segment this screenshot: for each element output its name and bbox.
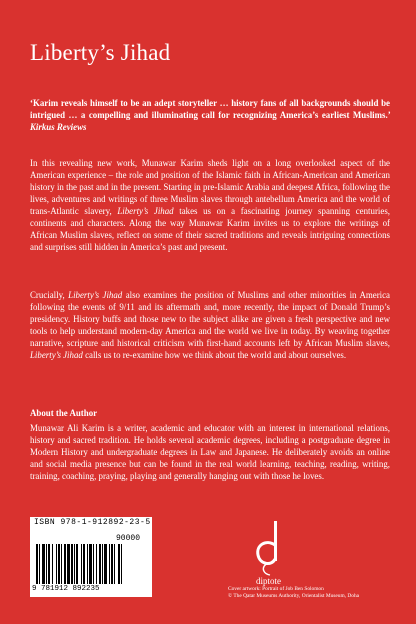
- barcode-bar: [109, 544, 110, 584]
- barcode-bar: [71, 544, 73, 584]
- barcode-digits: 9 781912 892235: [32, 585, 100, 593]
- barcode-bar: [76, 544, 78, 584]
- para2-title-italic-2: Liberty’s Jihad: [30, 350, 83, 360]
- review-quote: [30, 97, 390, 133]
- para1-text-a: In this revealing new work, Munawar Karim sheds light on a long overlooked aspect of the American experience – the role and position of the Islamic faith in African-American and American history in the past and in the present. Starting in pre-Islamic Arabia and deepest Africa, following the lives, adventures and writings of three Muslim slaves through antebellum America and the world of trans-Atlantic slavery,: [30, 158, 390, 216]
- about-author-heading: About the Author: [30, 408, 98, 418]
- barcode-bar: [39, 544, 40, 584]
- barcode-bar: [36, 544, 38, 584]
- barcode-bar: [42, 544, 45, 584]
- barcode-bar: [114, 544, 115, 584]
- para2-text-b: also examines the position of Muslims and other minorities in America following the events of 9/11 and its aftermath and, more recently, the impact of Donald Trump’s presidency. History buffs and those new to the subject alike are given a fresh perspective and new tools to help understand modern-day America and the world we live in today. By weaving together narrative, scripture and historical criticism with first-hand accounts left by African Muslim slaves,: [30, 290, 391, 348]
- price-code: 90000: [116, 534, 141, 543]
- barcode-bars: [34, 544, 148, 586]
- barcode-bar: [46, 544, 47, 584]
- publisher-name: diptote: [256, 576, 281, 586]
- para2-text-a: Crucially,: [30, 290, 65, 300]
- para2-title-italic-1: Liberty’s Jihad: [68, 290, 123, 300]
- barcode-bar: [56, 544, 57, 584]
- barcode-bar: [61, 544, 62, 584]
- review-source: Kirkus Reviews: [30, 122, 87, 132]
- barcode-bar: [99, 544, 101, 584]
- barcode-bar: [74, 544, 75, 584]
- barcode-bar: [67, 544, 70, 584]
- para1-title-italic: Liberty’s Jihad: [117, 206, 174, 216]
- review-quote-text: ‘Karim reveals himself to be an adept storyteller … history fans of all backgrounds should be intrigued … a compelling and illuminating call for recognizing America’s earliest Muslims.’: [30, 98, 390, 120]
- barcode-bar: [87, 544, 88, 584]
- barcode-bar: [89, 544, 92, 584]
- para2-text-c: calls us to re-examine how we think about the world and about ourselves.: [85, 350, 347, 360]
- isbn-number: ISBN 978-1-912892-23-5: [34, 518, 151, 527]
- barcode-bar: [83, 544, 85, 584]
- cover-credits: [228, 586, 359, 600]
- barcode-bar: [111, 544, 113, 584]
- barcode-bar: [52, 544, 53, 584]
- para1-text-b: takes us on a fascinating journey spanning centuries, continents and characters. Along the way Munawar Karim invites us to explore the writings of African Muslim slaves, reflect on some of their sacred traditions and reveals intriguing connections and surprises still hidden in America’s past and present.: [30, 206, 390, 252]
- about-author-text: Munawar Ali Karim is a writer, academic and educator with an interest in international relations, history and sacred tradition. He holds several academic degrees, including a postgraduate degree in Modern History and undergraduate degrees in Law and Japanese. He deliberately avoids an online and social media presence but can be found in the real world learning, teaching, reading, writing, training, coaching, praying, playing and generally hanging out with those he loves.: [30, 423, 390, 481]
- diptote-logo-icon: [250, 519, 292, 577]
- barcode-bar: [118, 544, 120, 584]
- barcode-bar: [93, 544, 94, 584]
- description-paragraph-2: [30, 289, 390, 361]
- credit-line-1: Cover artwork: Portrait of Job Ben Solomon: [228, 586, 324, 592]
- barcode-bar: [121, 544, 122, 584]
- barcode-bar: [104, 544, 107, 584]
- credit-line-2: © The Qatar Museums Authority, Orientalist Museum, Doha: [228, 593, 360, 599]
- barcode-bar: [102, 544, 103, 584]
- barcode-bar: [64, 544, 66, 584]
- barcode-bar: [48, 544, 50, 584]
- barcode-bar: [58, 544, 60, 584]
- barcode-bar: [96, 544, 97, 584]
- book-title: Liberty’s Jihad: [30, 40, 171, 65]
- barcode-bar: [81, 544, 82, 584]
- description-paragraph-1: [30, 157, 390, 253]
- isbn-barcode: [30, 517, 152, 597]
